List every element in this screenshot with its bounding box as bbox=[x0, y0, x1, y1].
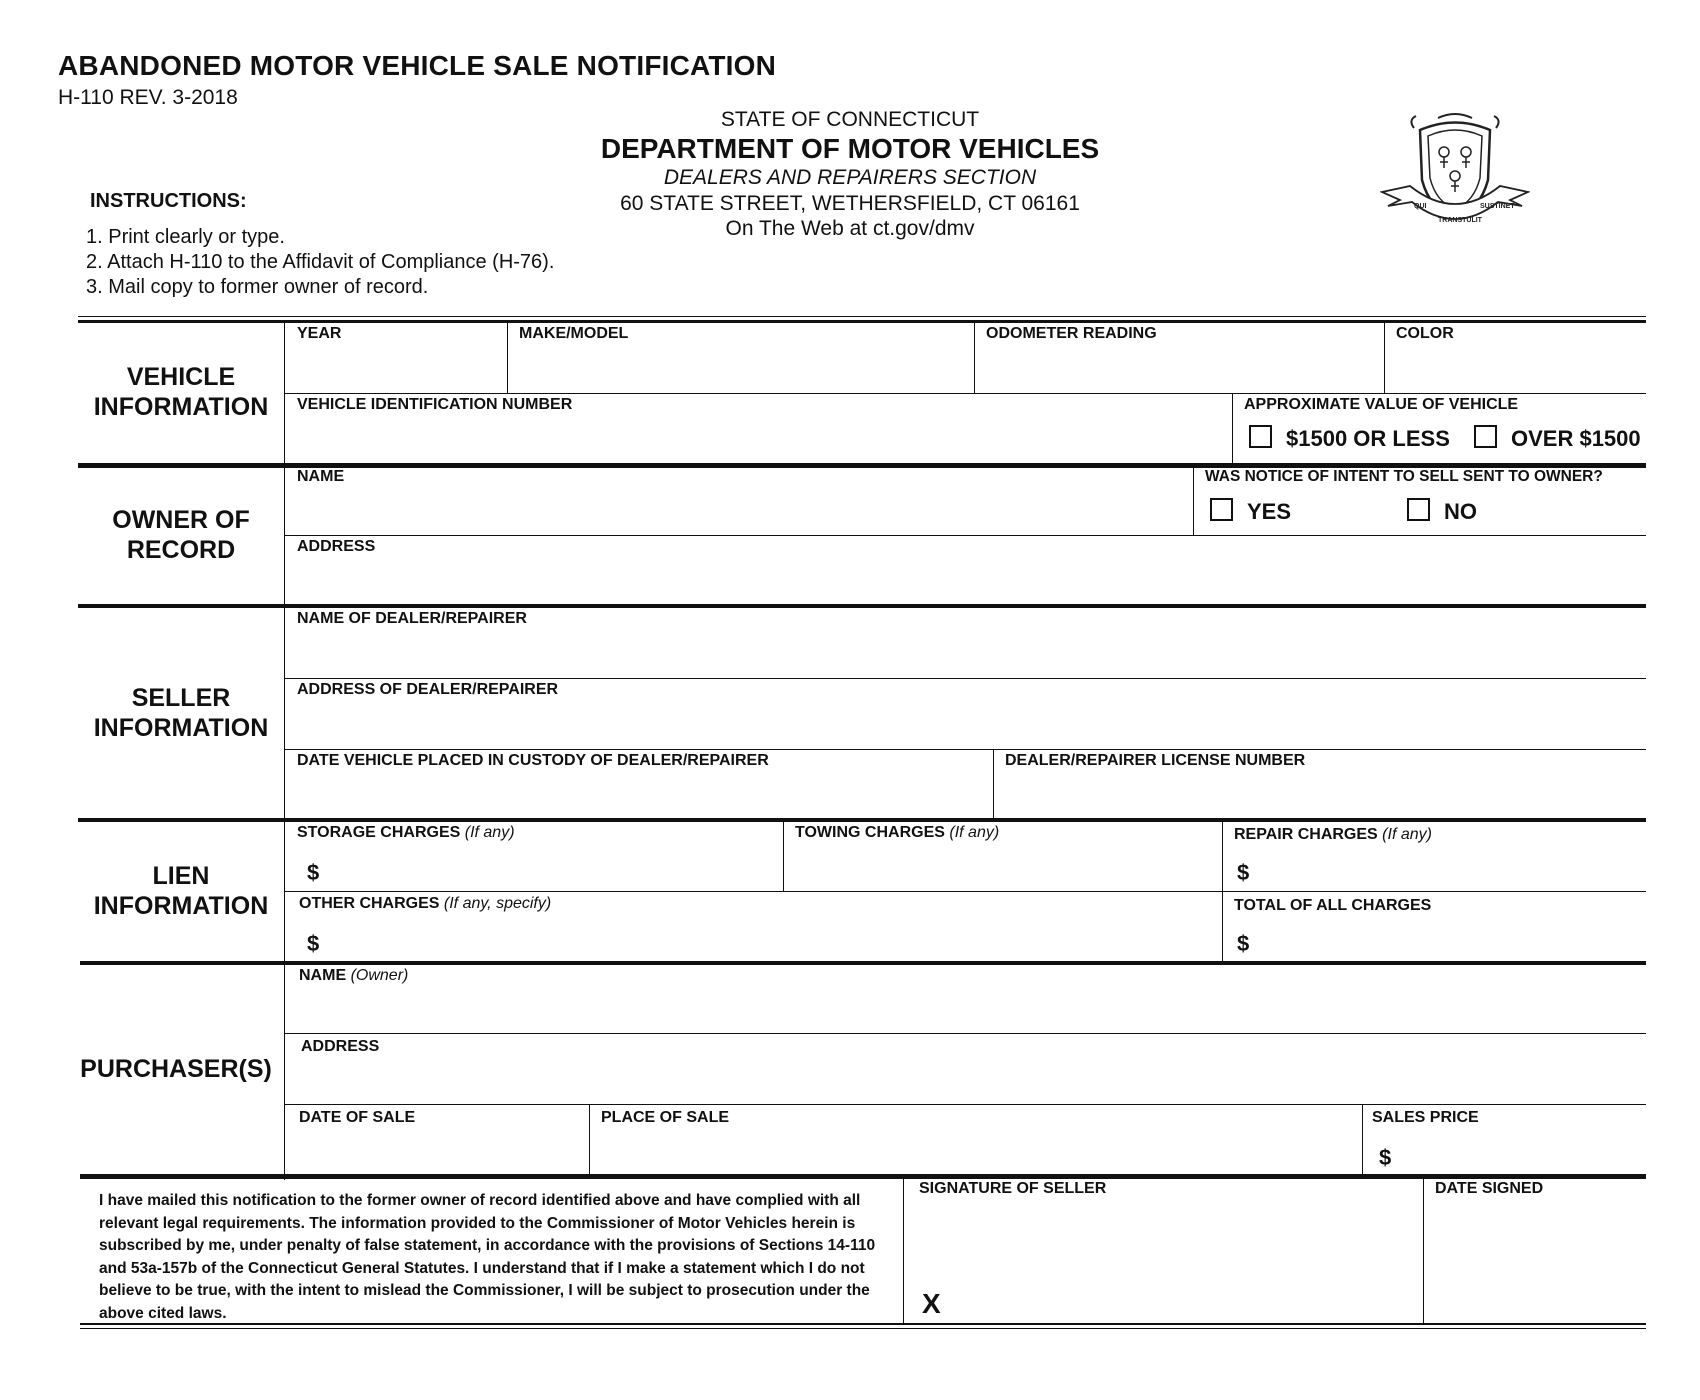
owner-row-divider bbox=[284, 535, 1646, 536]
owner-address-field[interactable]: ADDRESS bbox=[297, 538, 376, 555]
storage-charges-label: STORAGE CHARGES bbox=[297, 824, 461, 841]
header-section: DEALERS AND REPAIRERS SECTION bbox=[663, 166, 1037, 189]
notice-question-label: WAS NOTICE OF INTENT TO SELL SENT TO OWNER? bbox=[1205, 468, 1603, 485]
place-of-sale-field[interactable]: PLACE OF SALE bbox=[601, 1109, 730, 1126]
section-label-divider bbox=[284, 322, 285, 1180]
seller-section-label-1: SELLER bbox=[131, 684, 231, 712]
notice-no-checkbox[interactable] bbox=[1407, 498, 1430, 521]
form-top-rule bbox=[78, 320, 1646, 323]
form-title: ABANDONED MOTOR VEHICLE SALE NOTIFICATION bbox=[58, 50, 777, 81]
dealer-name-field[interactable]: NAME OF DEALER/REPAIRER bbox=[297, 610, 527, 627]
form-revision: H-110 REV. 3-2018 bbox=[58, 86, 238, 109]
date-of-sale-field[interactable]: DATE OF SALE bbox=[299, 1109, 416, 1126]
odometer-field[interactable]: ODOMETER READING bbox=[986, 325, 1157, 342]
seller-signature-field[interactable]: SIGNATURE OF SELLER bbox=[919, 1180, 1107, 1197]
lien-col-divider-2 bbox=[1222, 822, 1223, 962]
lien-section-label-2: INFORMATION bbox=[93, 892, 269, 920]
dealer-address-field[interactable]: ADDRESS OF DEALER/REPAIRER bbox=[297, 681, 559, 698]
seller-section-label bbox=[68, 683, 294, 743]
signature-x-mark: X bbox=[922, 1288, 941, 1319]
purchaser-name-field[interactable] bbox=[299, 967, 408, 985]
custody-date-field[interactable]: DATE VEHICLE PLACED IN CUSTODY OF DEALER/REPAIRER bbox=[297, 752, 769, 769]
purchaser-name-label: NAME bbox=[299, 967, 347, 984]
other-charges-note: (If any, specify) bbox=[443, 895, 552, 912]
approx-value-label: APPROXIMATE VALUE OF VEHICLE bbox=[1244, 396, 1519, 413]
header-department: DEPARTMENT OF MOTOR VEHICLES bbox=[600, 133, 1100, 164]
other-dollar-sign: $ bbox=[307, 931, 320, 956]
owner-section-label-2: RECORD bbox=[126, 536, 236, 564]
seal-motto-1: QUI bbox=[1414, 203, 1427, 210]
instruction-item-3: 3. Mail copy to former owner of record. bbox=[86, 276, 429, 298]
instruction-item-1: 1. Print clearly or type. bbox=[86, 226, 285, 248]
purchaser-section-label: PURCHASER(S) bbox=[80, 1055, 272, 1083]
storage-charges-field[interactable] bbox=[297, 824, 515, 842]
owner-col-divider bbox=[1193, 466, 1194, 536]
form-bottom-rule-thin bbox=[80, 1328, 1646, 1329]
owner-section-label bbox=[68, 505, 294, 565]
dealer-license-field[interactable]: DEALER/REPAIRER LICENSE NUMBER bbox=[1005, 752, 1306, 769]
seller-section-label-2: INFORMATION bbox=[93, 714, 269, 742]
sales-price-dollar-sign: $ bbox=[1379, 1145, 1392, 1170]
instruction-item-2: 2. Attach H-110 to the Affidavit of Compliance (H-76). bbox=[86, 251, 555, 273]
towing-charges-label: TOWING CHARGES bbox=[795, 824, 945, 841]
owner-section-label-1: OWNER OF bbox=[112, 506, 250, 534]
towing-charges-field[interactable] bbox=[795, 824, 999, 842]
header-state: STATE OF CONNECTICUT bbox=[720, 108, 980, 131]
seal-motto-2: TRANSTULIT bbox=[1438, 217, 1482, 224]
repair-dollar-sign: $ bbox=[1237, 860, 1250, 885]
purchaser-row-divider-1 bbox=[284, 1033, 1646, 1034]
total-charges-field[interactable]: TOTAL OF ALL CHARGES bbox=[1234, 897, 1432, 914]
storage-charges-note: (If any) bbox=[464, 824, 515, 841]
notice-yes-label: YES bbox=[1247, 499, 1292, 524]
vehicle-section-label-1: VEHICLE bbox=[126, 363, 236, 391]
year-field[interactable]: YEAR bbox=[297, 325, 342, 342]
header-address: 60 STATE STREET, WETHERSFIELD, CT 06161 bbox=[620, 192, 1080, 215]
lien-col-divider-1 bbox=[783, 822, 784, 892]
lien-section-rule bbox=[80, 961, 1646, 965]
value-1500-or-less-checkbox[interactable] bbox=[1249, 425, 1272, 448]
vehicle-section-label-2: INFORMATION bbox=[93, 393, 269, 421]
form-top-rule-thin bbox=[78, 316, 1646, 317]
lien-section-label bbox=[68, 861, 294, 921]
lien-row-divider bbox=[284, 891, 1646, 892]
repair-charges-field[interactable] bbox=[1234, 826, 1432, 844]
seller-col-divider bbox=[993, 750, 994, 819]
value-over-1500-label: OVER $1500 bbox=[1511, 426, 1641, 451]
towing-charges-note: (If any) bbox=[949, 824, 1000, 841]
header-web: On The Web at ct.gov/dmv bbox=[725, 217, 975, 240]
state-seal-icon bbox=[1380, 110, 1530, 238]
make-model-field[interactable]: MAKE/MODEL bbox=[519, 325, 629, 342]
purchaser-name-note: (Owner) bbox=[350, 967, 409, 984]
repair-charges-note: (If any) bbox=[1382, 826, 1432, 843]
notice-yes-checkbox[interactable] bbox=[1210, 498, 1233, 521]
instructions-title: INSTRUCTIONS: bbox=[90, 190, 247, 212]
cert-col-divider-1 bbox=[903, 1178, 904, 1324]
vin-field[interactable]: VEHICLE IDENTIFICATION NUMBER bbox=[297, 396, 573, 413]
value-1500-or-less-label: $1500 OR LESS bbox=[1286, 426, 1450, 451]
vehicle-col-divider-3 bbox=[1384, 322, 1385, 394]
vehicle-col-divider-4 bbox=[1232, 394, 1233, 464]
owner-name-field[interactable]: NAME bbox=[297, 468, 345, 485]
seller-row-divider-1 bbox=[284, 678, 1646, 679]
value-over-1500-checkbox[interactable] bbox=[1474, 425, 1497, 448]
purchaser-col-divider-2 bbox=[1362, 1105, 1363, 1175]
certification-statement: I have mailed this notification to the former owner of record identified above and have complied with all relevant legal requirements. The information provided to the Commissioner of Motor Vehicles herein is subscribed by me, under penalty of false statement, in accordance with the provisions of Sections 14-110 and 53a-157b of the Connecticut General Statutes. I understand that if I make a statement which I do not believe to be true, with the intent to mislead the Commissioner, I will be subject to prosecution under the above cited laws. bbox=[99, 1192, 876, 1322]
vehicle-col-divider-2 bbox=[974, 322, 975, 394]
cert-col-divider-2 bbox=[1423, 1178, 1424, 1324]
purchaser-address-field[interactable]: ADDRESS bbox=[301, 1038, 380, 1055]
vehicle-col-divider-1 bbox=[507, 322, 508, 394]
purchaser-col-divider-1 bbox=[589, 1105, 590, 1175]
vehicle-row-divider bbox=[284, 393, 1646, 394]
repair-charges-label: REPAIR CHARGES bbox=[1234, 826, 1378, 843]
vehicle-section-label bbox=[68, 362, 294, 422]
seller-row-divider-2 bbox=[284, 749, 1646, 750]
storage-dollar-sign: $ bbox=[307, 860, 320, 885]
sales-price-field[interactable]: SALES PRICE bbox=[1372, 1109, 1479, 1126]
seller-section-rule bbox=[78, 818, 1646, 822]
date-signed-field[interactable]: DATE SIGNED bbox=[1435, 1180, 1544, 1197]
seal-motto-3: SUSTINET bbox=[1480, 203, 1515, 210]
purchaser-section-rule bbox=[80, 1174, 1646, 1179]
notice-no-label: NO bbox=[1444, 499, 1477, 524]
owner-section-rule bbox=[78, 604, 1646, 608]
other-charges-field[interactable] bbox=[299, 895, 551, 913]
purchaser-row-divider-2 bbox=[284, 1104, 1646, 1105]
total-dollar-sign: $ bbox=[1237, 931, 1250, 956]
other-charges-label: OTHER CHARGES bbox=[299, 895, 440, 912]
lien-section-label-1: LIEN bbox=[152, 862, 210, 890]
color-field[interactable]: COLOR bbox=[1396, 325, 1454, 342]
